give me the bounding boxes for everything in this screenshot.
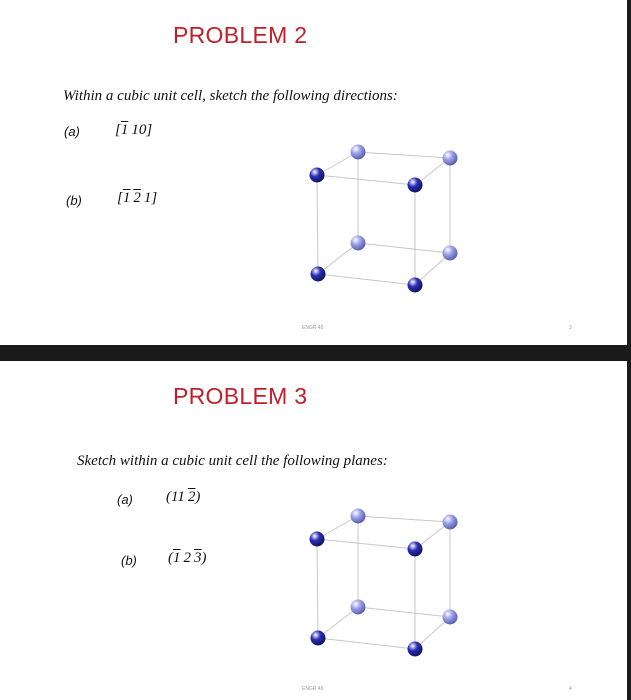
atom-front <box>408 178 423 193</box>
footer-course: ENGR 45 <box>302 686 324 692</box>
cube-edge <box>317 175 415 185</box>
index-digit-negative: 1 <box>173 550 181 566</box>
index-bracket: [ <box>117 190 123 206</box>
index-digit-negative: 1 <box>122 190 131 206</box>
atom-back <box>351 509 366 524</box>
index-bracket: ) <box>195 489 201 505</box>
index-digit: 1 <box>143 190 152 206</box>
page-number: 4 <box>569 686 572 692</box>
cubic-unit-cell-diagram <box>300 140 470 300</box>
atom-front <box>310 168 325 183</box>
cube-edge <box>317 175 318 274</box>
index-digit-negative: 2 <box>133 190 141 206</box>
atom-front <box>408 278 423 293</box>
slide-prompt: Within a cubic unit cell, sketch the following directions: <box>63 88 398 104</box>
slide-prompt: Sketch within a cubic unit cell the following planes: <box>77 453 388 469</box>
atom-front <box>311 267 326 282</box>
cube-edge <box>317 539 318 638</box>
index-bracket: ) <box>201 550 207 566</box>
index-bracket: ( <box>166 489 171 505</box>
cube-edge <box>317 539 415 549</box>
atom-front <box>311 631 326 646</box>
atom-back <box>351 236 366 251</box>
cube-edge <box>358 243 450 253</box>
item-label: (a) <box>64 124 80 139</box>
index-digit: 2 <box>183 550 192 566</box>
slide-title: PROBLEM 3 <box>173 383 308 409</box>
cubic-unit-cell-diagram <box>300 504 470 664</box>
item-label: (a) <box>117 492 133 507</box>
index-digit-negative: 1 <box>120 122 129 138</box>
index-digit-negative: 3 <box>194 550 202 566</box>
index-bracket: ] <box>151 190 158 206</box>
item-label: (b) <box>66 193 82 208</box>
slide-problem-2 <box>0 0 627 345</box>
page-number: 3 <box>569 325 572 331</box>
atom-back <box>443 246 458 261</box>
atom-back <box>443 610 458 625</box>
footer-course: ENGR 45 <box>302 325 324 331</box>
atom-back <box>351 600 366 615</box>
miller-index <box>168 550 207 567</box>
index-bracket: ] <box>146 122 153 138</box>
miller-index <box>115 122 152 139</box>
miller-index <box>117 190 157 207</box>
cube-edge <box>318 243 358 274</box>
index-bracket: [ <box>115 122 121 138</box>
item-label: (b) <box>121 553 137 568</box>
index-bracket: ( <box>168 550 173 566</box>
cube-edge <box>358 607 450 617</box>
cube-edge <box>318 607 358 638</box>
atom-front <box>408 642 423 657</box>
index-digit: 10 <box>131 122 147 138</box>
slide-problem-3 <box>0 361 627 700</box>
cube-edge <box>358 516 450 522</box>
cube-edge <box>318 274 415 285</box>
index-digit-negative: 2 <box>187 489 196 505</box>
atom-back <box>443 151 458 166</box>
slide-title: PROBLEM 2 <box>173 22 308 48</box>
atom-front <box>408 542 423 557</box>
index-digit: 11 <box>171 489 185 505</box>
cube-edge <box>358 152 450 158</box>
miller-index <box>166 489 200 506</box>
cube-edge <box>318 638 415 649</box>
atom-back <box>351 145 366 160</box>
atom-front <box>310 532 325 547</box>
atom-back <box>443 515 458 530</box>
